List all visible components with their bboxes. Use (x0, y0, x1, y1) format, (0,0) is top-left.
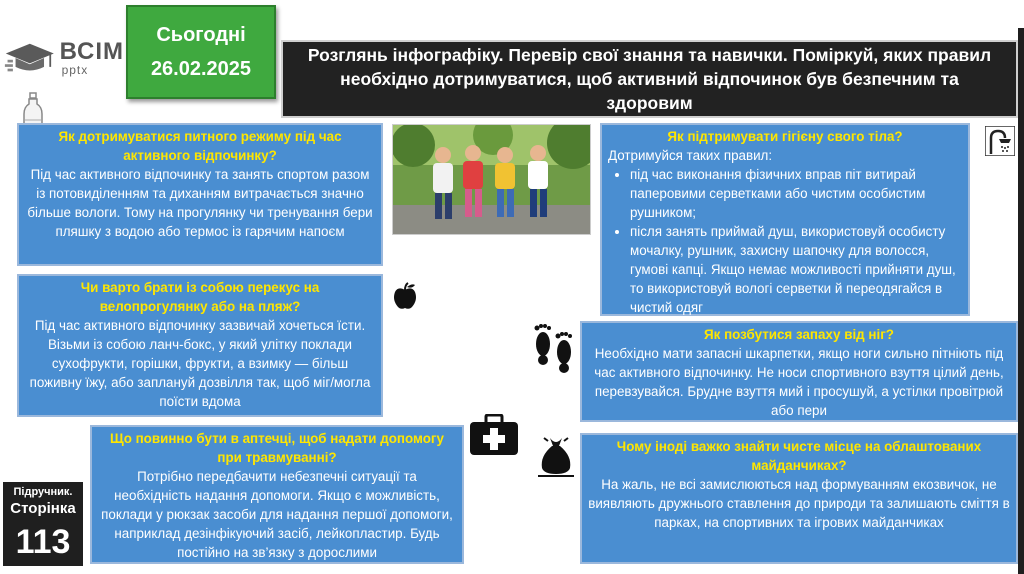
kids-photo (392, 124, 591, 235)
slide-right-edge (1018, 28, 1024, 574)
card-snack-text: Під час активного відпочинку зазвичай хочеться їсти. Візьми із собою ланч-бокс, у який улітку поклади сухофрукти, горішки, фрукти, а взимку — більш поживну їжу, або заплануй дозвілля так, щоб міг/могла поїсти вдома (29, 318, 371, 409)
apple-icon (392, 282, 418, 310)
card-feet-text: Необхідно мати запасні шкарпетки, якщо ноги сильно пітніють під час активного відпочинку. Не носи спортивного взуття цілий день, перевзувайся. Брудне взуття мий і просушуй, а устілки провітрюй або пери (594, 346, 1004, 418)
kids-photo-image (393, 125, 590, 234)
trash-bag-icon (536, 434, 576, 478)
date-box (126, 5, 276, 99)
card-clean-text: На жаль, не всі замислюються над формуванням екозвичок, не виявляють дружнього ставлення до природи та залишають сміття в парках, на спортивних та ігрових майданчиках (588, 477, 1010, 530)
logo-text (60, 40, 124, 76)
date-value: 26.02.2025 (150, 58, 252, 80)
card-hygiene-list (608, 165, 962, 317)
card-hygiene (600, 123, 970, 316)
card-water-question: Як дотримуватися питного режиму під час активного відпочинку? (58, 129, 342, 163)
card-firstaid-question: Що повинно бути в аптечці, щоб надати допомогу при травмуванні? (110, 431, 444, 465)
card-water (17, 123, 383, 266)
list-item: • під час виконання фізичних вправ піт витирай паперовими серветками або чистим особистим рушником; (630, 165, 962, 222)
page-number: 113 (15, 523, 71, 561)
footprints-icon (530, 318, 578, 376)
shower-icon (985, 126, 1015, 156)
list-item: • після занять приймай душ, використовуй особисту мочалку, рушник, захисну шапочку для волосся, гумові капці. Якщо немає можливості прийняти душ, то використовуй вологі серветки й переодягайся в чистий одяг (630, 222, 962, 317)
card-feet (580, 321, 1018, 422)
graduation-cap-icon (4, 38, 56, 78)
page-word: Сторінка (10, 500, 76, 517)
logo-main-text: ВСІМ (59, 38, 124, 65)
card-water-text: Під час активного відпочинку та занять спортом разом із потовиділенням та диханням витрачається значно більше вологи. Тому на прогулянку чи тренування бери пляшку з водою або термос із гарячим напоєм (27, 167, 373, 239)
card-hygiene-intro: Дотримуйся таких правил: (608, 148, 773, 163)
card-feet-question: Як позбутися запаху від ніг? (704, 327, 894, 342)
card-firstaid-text: Потрібно передбачити небезпечні ситуації та необхідність надання допомоги. Якщо є можливість, поклади у рюкзак засоби для надання першої допомоги, наприклад дезінфікуючий засіб, лейкопластир. Будь постійно на зв’язку з дорослими (101, 469, 453, 560)
card-hygiene-question: Як підтримувати гігієну свого тіла? (667, 129, 903, 144)
card-clean (580, 433, 1018, 564)
date-label: Сьогодні (156, 24, 246, 46)
textbook-page-label (3, 482, 83, 566)
textbook-label: Підручник. (13, 486, 73, 498)
card-snack (17, 274, 383, 417)
card-firstaid (90, 425, 464, 564)
card-clean-question: Чому іноді важко знайти чисте місце на облаштованих майданчиках? (616, 439, 982, 473)
slide-title: Розглянь інфографіку. Перевір свої знання та навички. Поміркуй, яких правил необхідно дотримуватися, щоб активний відпочинок був безпечним та здоровим (281, 40, 1018, 118)
logo-sub-text: pptx (61, 63, 89, 77)
card-snack-question: Чи варто брати із собою перекус на велопрогулянку або на пляж? (80, 280, 320, 314)
logo (4, 36, 124, 80)
first-aid-kit-icon (469, 414, 519, 456)
